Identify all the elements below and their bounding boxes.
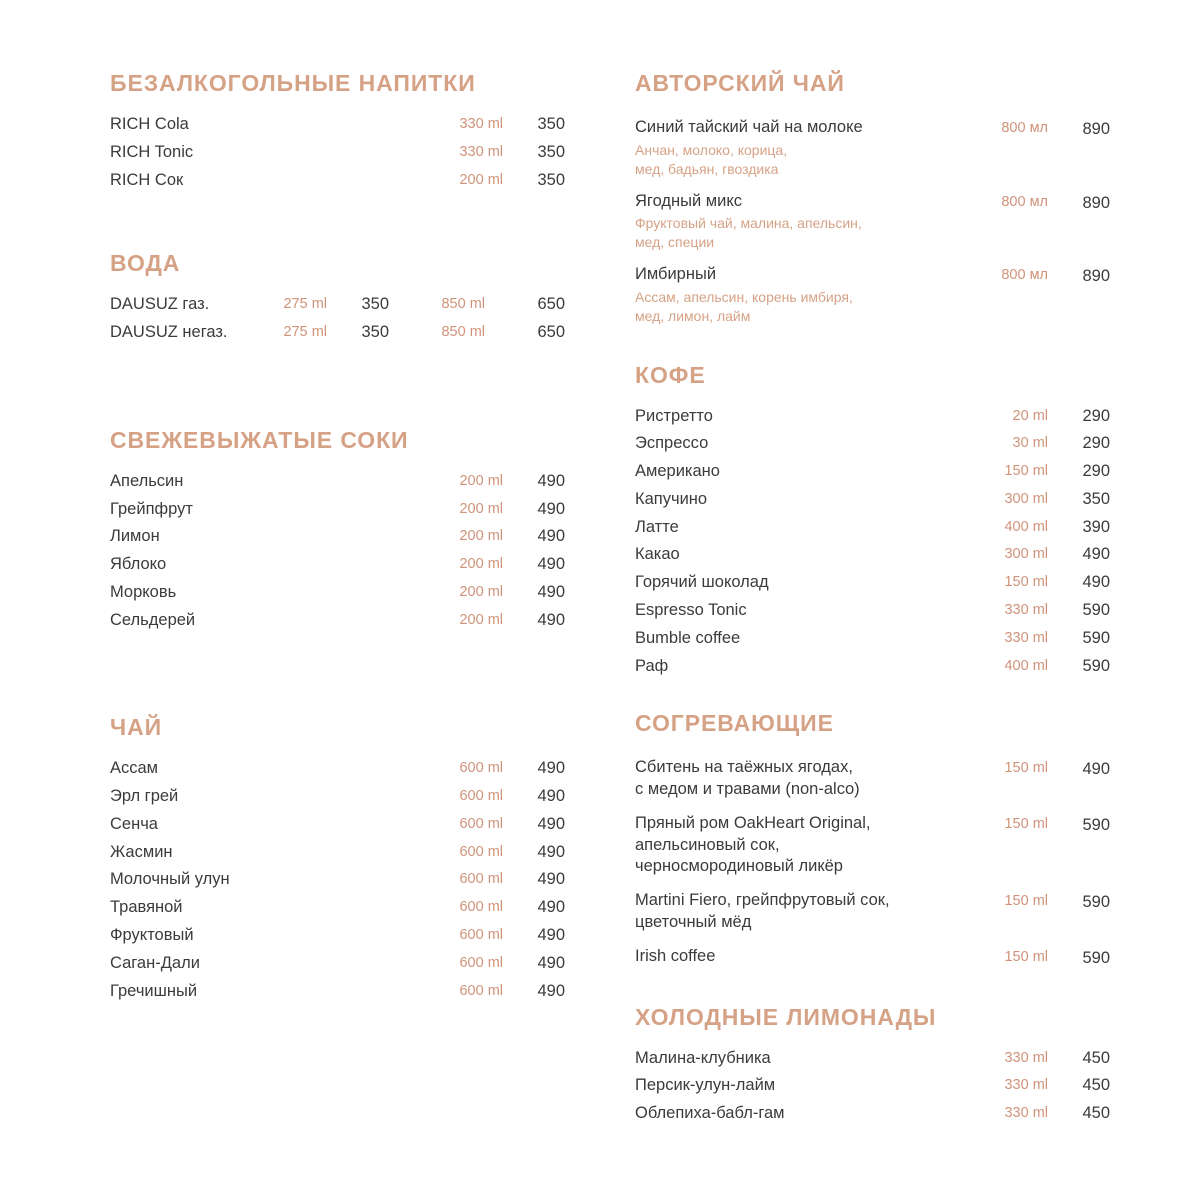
menu-item-price: 490 — [537, 759, 565, 778]
menu-item-price-large: 650 — [537, 323, 565, 342]
menu-item-volume: 600 ml — [459, 871, 503, 888]
menu-item-price: 490 — [537, 471, 565, 490]
menu-item-name: Латте — [635, 517, 679, 536]
menu-item-volume: 400 ml — [1004, 518, 1048, 535]
menu-item-volume: 150 ml — [1004, 893, 1048, 910]
menu-item — [110, 319, 565, 347]
menu-item — [635, 625, 1110, 653]
menu-item-volume: 150 ml — [1004, 574, 1048, 591]
menu-item-volume: 330 ml — [459, 116, 503, 132]
menu-item-price: 450 — [1082, 1048, 1110, 1067]
menu-item-volume: 800 мл — [1001, 193, 1048, 210]
menu-item — [110, 496, 565, 524]
menu-item-volume: 600 ml — [459, 899, 503, 916]
menu-item-price: 490 — [537, 842, 565, 861]
menu-item-name: Жасмин — [110, 842, 173, 861]
section-fresh-juices — [110, 427, 565, 635]
menu-item — [110, 839, 565, 867]
menu-item-price: 590 — [1082, 628, 1110, 647]
menu-item-name: RICH Cola — [110, 115, 189, 133]
menu-item-volume: 800 мл — [1001, 120, 1048, 136]
section-tea — [110, 714, 565, 1005]
menu-item-price: 490 — [537, 981, 565, 1000]
menu-item-price: 490 — [537, 582, 565, 601]
menu-item-price: 590 — [1082, 656, 1110, 675]
menu-item — [110, 922, 565, 950]
menu-item — [110, 551, 565, 579]
menu-item-price: 590 — [1082, 815, 1110, 834]
menu-item-name: Персик-улун-лайм — [635, 1076, 776, 1095]
menu-item-volume: 150 ml — [1004, 948, 1048, 965]
menu-item — [635, 884, 1110, 940]
menu-item — [635, 403, 1110, 431]
menu-item-price: 490 — [1082, 545, 1110, 564]
menu-item — [635, 111, 1110, 185]
menu-item-volume: 200 ml — [459, 528, 503, 545]
menu-item-volume: 200 ml — [459, 611, 503, 628]
menu-item-price: 490 — [537, 787, 565, 806]
menu-item — [635, 458, 1110, 486]
menu-item-volume: 300 ml — [1004, 546, 1048, 563]
menu-item-name: RICH Tonic — [110, 142, 194, 161]
menu-column-left — [110, 70, 610, 1151]
menu-item-price: 350 — [537, 170, 565, 189]
section-spacer — [635, 332, 1110, 362]
menu-item-name: Сельдерей — [110, 610, 196, 629]
menu-column-right — [610, 70, 1110, 1151]
menu-item-volume: 600 ml — [459, 815, 503, 832]
section-spacer — [635, 974, 1110, 1004]
menu-item — [635, 541, 1110, 569]
menu-item-name: Яблоко — [110, 555, 167, 574]
menu-item-volume: 600 ml — [459, 927, 503, 944]
section-title-water: ВОДА — [110, 250, 181, 277]
item-list-water — [110, 291, 565, 347]
menu-item-volume: 200 ml — [459, 556, 503, 573]
menu-item-name: Espresso Tonic — [635, 601, 747, 619]
menu-item — [110, 783, 565, 811]
menu-item-description-line: мед, бадьян, гвоздика — [635, 160, 779, 177]
menu-item-price: 350 — [361, 295, 389, 314]
menu-item-name: Ассам — [110, 759, 159, 778]
menu-item — [635, 1072, 1110, 1100]
section-coffee — [635, 362, 1110, 681]
menu-item-price: 450 — [1082, 1076, 1110, 1095]
menu-item-name — [635, 757, 956, 801]
menu-item-name-line: апельсиновый сок, — [635, 835, 780, 854]
menu-item-volume: 150 ml — [1004, 760, 1048, 777]
menu-item-price: 490 — [537, 898, 565, 917]
menu-item-price: 450 — [1082, 1104, 1110, 1123]
section-title-coffee: КОФЕ — [635, 361, 706, 388]
section-spacer — [110, 194, 565, 250]
menu-item — [635, 597, 1110, 625]
section-spacer — [110, 347, 565, 427]
menu-item — [635, 430, 1110, 458]
menu-item — [635, 486, 1110, 514]
menu-item-name: Ристретто — [635, 406, 713, 425]
menu-item-price: 350 — [1082, 489, 1110, 508]
menu-item-name-line: Сбитень на таёжных ягодах, — [635, 758, 853, 777]
menu-item — [110, 950, 565, 978]
menu-item — [635, 807, 1110, 884]
menu-item-price: 590 — [1082, 601, 1110, 619]
menu-item-description — [635, 288, 956, 326]
menu-item-volume: 600 ml — [459, 982, 503, 999]
menu-item-description — [635, 214, 956, 252]
menu-item-price: 290 — [1082, 434, 1110, 453]
item-list-coffee — [635, 403, 1110, 681]
menu-item-name: Травяной — [110, 898, 183, 917]
menu-item-volume: 200 ml — [459, 171, 503, 188]
menu-item-price: 490 — [1082, 573, 1110, 592]
menu-item-volume: 275 ml — [283, 296, 327, 313]
item-list-fresh-juices — [110, 468, 565, 635]
menu-item-volume: 800 мл — [1001, 267, 1048, 284]
menu-item-price: 350 — [537, 142, 565, 161]
menu-item-name: RICH Сок — [110, 170, 184, 189]
section-warming — [635, 710, 1110, 973]
menu-item-description-line: Фруктовый чай, малина, апельсин, — [635, 215, 862, 232]
menu-item — [110, 291, 565, 319]
menu-item-name — [635, 946, 956, 968]
section-signature-tea — [635, 70, 1110, 332]
menu-item-volume: 330 ml — [1004, 1077, 1048, 1094]
menu-item — [635, 185, 1110, 259]
menu-item — [110, 755, 565, 783]
menu-item-name: Лимон — [110, 527, 160, 546]
menu-item — [110, 978, 565, 1006]
menu-item-description — [635, 141, 956, 179]
menu-item-description-line: мед, лимон, лайм — [635, 307, 751, 324]
menu-item-volume: 275 ml — [283, 324, 327, 341]
menu-item-price: 350 — [537, 115, 565, 133]
menu-item-volume-large: 850 ml — [441, 324, 485, 341]
menu-item-price: 590 — [1082, 948, 1110, 967]
section-spacer — [635, 680, 1110, 710]
menu-item-name: DAUSUZ газ. — [110, 295, 210, 314]
menu-item-name: Молочный улун — [110, 870, 230, 889]
menu-item — [110, 468, 565, 496]
menu-item-name-line: Пряный ром OakHeart Original, — [635, 813, 871, 832]
menu-item-price: 290 — [1082, 462, 1110, 481]
menu-item — [635, 258, 1110, 332]
menu-item-name-line: цветочный мёд — [635, 912, 752, 931]
menu-item-name-line: Irish coffee — [635, 946, 716, 965]
menu-item-name: Какао — [635, 545, 680, 564]
menu-item-price-large: 650 — [537, 295, 565, 314]
menu-item-price: 490 — [1082, 760, 1110, 779]
menu-item-name: Эрл грей — [110, 787, 179, 806]
menu-item-volume: 20 ml — [1012, 407, 1048, 424]
section-title-warming: СОГРЕВАЮЩИЕ — [635, 710, 834, 737]
menu-item-price: 350 — [361, 323, 389, 342]
menu-item-volume: 30 ml — [1012, 435, 1048, 452]
menu-item-price: 490 — [537, 610, 565, 629]
menu-item-price: 590 — [1082, 893, 1110, 912]
menu-item-name: Малина-клубника — [635, 1048, 771, 1067]
menu-item — [635, 940, 1110, 974]
item-list-cold-lemonades — [635, 1045, 1110, 1128]
menu-item — [635, 751, 1110, 807]
menu-item-name-line: Martini Fiero, грейпфрутовый сок, — [635, 891, 890, 910]
menu-item-description-line: Анчан, молоко, корица, — [635, 141, 788, 158]
menu-item-price: 290 — [1082, 406, 1110, 425]
menu-item-price: 490 — [537, 527, 565, 546]
menu-item-name — [635, 890, 956, 934]
menu-item-volume: 600 ml — [459, 760, 503, 777]
menu-item-name: Сенча — [110, 814, 158, 833]
menu-item-volume: 200 ml — [459, 472, 503, 489]
menu-item-name: Горячий шоколад — [635, 573, 769, 592]
menu-item-name-line: с медом и травами (non-alco) — [635, 780, 860, 799]
menu-item-price: 490 — [537, 926, 565, 945]
menu-item-name — [635, 813, 956, 878]
menu-item-name: Морковь — [110, 582, 177, 601]
menu-item-description-line: Ассам, апельсин, корень имбиря, — [635, 288, 853, 305]
menu-item — [635, 569, 1110, 597]
menu-item — [110, 607, 565, 635]
menu-item-volume: 330 ml — [1004, 1105, 1048, 1122]
menu-item-name: Облепиха-бабл-гам — [635, 1104, 785, 1123]
menu-item-price: 890 — [1082, 193, 1110, 212]
menu-item-name: Американо — [635, 462, 720, 481]
menu-item-volume: 150 ml — [1004, 463, 1048, 480]
menu-item — [110, 139, 565, 167]
menu-item-volume: 600 ml — [459, 843, 503, 860]
menu-item — [635, 514, 1110, 542]
menu-item-name: Грейпфрут — [110, 499, 193, 518]
menu-item-name: Саган-Дали — [110, 953, 200, 972]
menu-item-price: 490 — [537, 555, 565, 574]
menu-item-volume: 150 ml — [1004, 815, 1048, 832]
menu-item-volume: 600 ml — [459, 954, 503, 971]
item-list-soft-drinks — [110, 111, 565, 194]
menu-item-name: Апельсин — [110, 471, 184, 490]
section-spacer — [110, 634, 565, 714]
item-list-signature-tea — [635, 111, 1110, 332]
menu-item-price: 890 — [1082, 267, 1110, 286]
section-cold-lemonades — [635, 1004, 1110, 1128]
section-soft-drinks — [110, 70, 565, 194]
menu-item-name: Имбирный — [635, 265, 717, 284]
menu-item-price: 490 — [537, 870, 565, 889]
section-title-signature-tea: АВТОРСКИЙ ЧАЙ — [635, 70, 845, 96]
menu-item — [635, 653, 1110, 681]
menu-item-price: 390 — [1082, 517, 1110, 536]
section-title-cold-lemonades: ХОЛОДНЫЕ ЛИМОНАДЫ — [635, 1003, 937, 1030]
menu-item — [110, 894, 565, 922]
item-list-tea — [110, 755, 565, 1005]
menu-item — [110, 111, 565, 139]
section-title-soft-drinks: БЕЗАЛКОГОЛЬНЫЕ НАПИТКИ — [110, 70, 476, 96]
section-water — [110, 250, 565, 347]
menu-item-name: Эспрессо — [635, 434, 709, 453]
menu-item-name: DAUSUZ негаз. — [110, 323, 228, 342]
menu-item-name: Фруктовый — [110, 926, 194, 945]
menu-item — [110, 523, 565, 551]
menu-item-name: Раф — [635, 656, 669, 675]
menu-item-price: 490 — [537, 953, 565, 972]
menu-item-volume-large: 850 ml — [441, 296, 485, 313]
menu-item-price: 890 — [1082, 120, 1110, 138]
menu-item-price: 490 — [537, 499, 565, 518]
menu-item-name: Синий тайский чай на молоке — [635, 118, 863, 136]
menu-item-volume: 300 ml — [1004, 490, 1048, 507]
menu-item-volume: 200 ml — [459, 583, 503, 600]
menu-item — [110, 167, 565, 195]
menu-item-name: Капучино — [635, 489, 708, 508]
menu-item — [635, 1100, 1110, 1128]
menu-item-name: Bumble coffee — [635, 628, 741, 647]
menu-item-volume: 200 ml — [459, 500, 503, 517]
section-title-fresh-juices: СВЕЖЕВЫЖАТЫЕ СОКИ — [110, 426, 409, 453]
menu-item — [110, 866, 565, 894]
menu-item-volume: 600 ml — [459, 788, 503, 805]
menu-item — [110, 811, 565, 839]
menu-item — [635, 1045, 1110, 1073]
menu-item-price: 490 — [537, 814, 565, 833]
section-title-tea: ЧАЙ — [110, 714, 163, 741]
menu-item-volume: 330 ml — [1004, 1049, 1048, 1066]
item-list-warming — [635, 751, 1110, 973]
menu-item — [110, 579, 565, 607]
menu-item-name: Ягодный микс — [635, 191, 743, 210]
menu-item-name: Гречишный — [110, 981, 198, 1000]
menu-item-description-line: мед, специи — [635, 234, 715, 251]
menu-item-volume: 330 ml — [1004, 602, 1048, 618]
menu-item-name-line: черносмородиновый ликёр — [635, 857, 843, 876]
menu-item-volume: 330 ml — [1004, 629, 1048, 646]
menu-item-volume: 400 ml — [1004, 657, 1048, 674]
menu-item-volume: 330 ml — [459, 143, 503, 160]
